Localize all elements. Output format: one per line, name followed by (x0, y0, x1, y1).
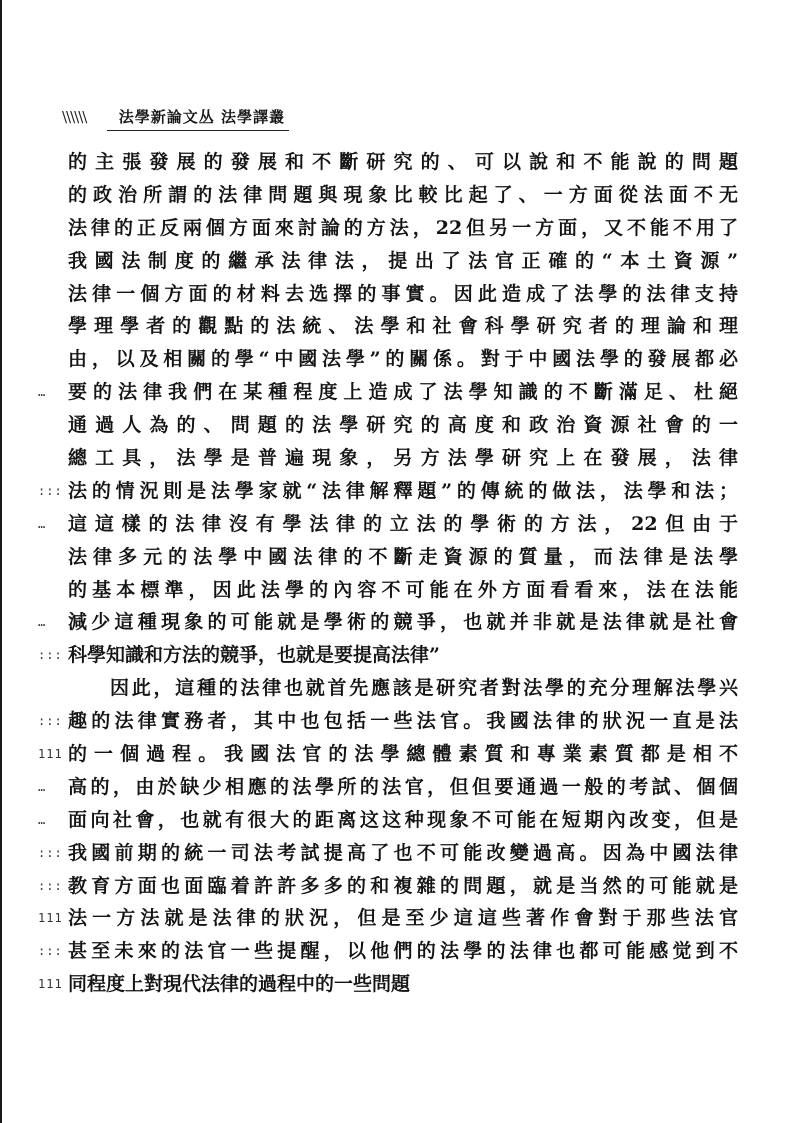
text-line (68, 442, 738, 475)
margin-mark: ::: (38, 483, 63, 498)
margin-mark: … (38, 812, 47, 827)
paragraph (38, 146, 738, 672)
line-text: 法律多元的法學中國法律的不斷走資源的質量，而法律是法學 (68, 545, 738, 568)
text-line (38, 870, 738, 903)
line-text: 法律的正反兩個方面來討論的方法，22但另一方面，又不能不用了 (68, 216, 738, 239)
margin-mark: 111 (38, 977, 63, 992)
text-line (38, 606, 738, 639)
line-text: 法律一個方面的材料去选擇的事實。因此造成了法學的法律支持 (68, 282, 738, 305)
text-line (38, 837, 738, 870)
text-line (68, 245, 738, 278)
series-title: 法學新論文丛 法學譯叢 (107, 104, 289, 131)
paragraph (38, 672, 738, 1001)
line-text: 要的法律我們在某種程度上造成了法學知識的不斷滿足、杜絕 (68, 381, 738, 404)
text-line (38, 935, 738, 968)
line-text: 減少這種現象的可能就是學術的競爭，也就并非就是法律就是社會 (68, 611, 738, 634)
text-line (68, 212, 738, 245)
text-line (68, 179, 738, 212)
text-line (38, 968, 738, 1001)
margin-mark: … (38, 385, 47, 400)
margin-mark: ::: (38, 944, 63, 959)
text-line (38, 771, 738, 804)
margin-mark: … (38, 516, 47, 531)
text-line (68, 574, 738, 607)
text-line (38, 804, 738, 837)
line-text: 由，以及相關的學“中國法學”的關係。對于中國法學的發展都必 (68, 348, 738, 371)
text-line (68, 146, 738, 179)
body-text (38, 146, 738, 1001)
text-line (38, 376, 738, 409)
text-line (38, 738, 738, 771)
line-text: 總工具，法學是普遍現象，另方法學研究上在發展，法律 (68, 447, 738, 470)
text-line (68, 310, 738, 343)
running-header (62, 104, 289, 130)
line-text: 同程度上對現代法律的過程中的一些問題 (68, 973, 411, 996)
margin-mark: … (38, 779, 47, 794)
header-mark: \\\\\\ (62, 108, 87, 126)
line-text: 的一個過程。我國法官的法學總體素質和專業素質都是相不 (68, 743, 738, 766)
line-text: 高的，由於缺少相應的法學所的法官，但但要通過一般的考試、個個 (68, 775, 738, 798)
line-text: 科學知識和方法的競爭，也就是要提高法律” (68, 644, 440, 667)
margin-mark: ::: (38, 845, 63, 860)
line-text: 教育方面也面臨着許許多多的和複雜的問題，就是当然的可能就是 (68, 874, 738, 897)
text-line (38, 639, 738, 672)
text-line (68, 278, 738, 311)
margin-mark: 111 (38, 747, 63, 762)
margin-mark: ::: (38, 648, 63, 663)
line-text: 學理學者的觀點的法統、法學和社會科學研究者的理論和理 (68, 315, 738, 338)
margin-mark: 111 (38, 911, 63, 926)
margin-mark: ::: (38, 714, 63, 729)
text-line (38, 902, 738, 935)
line-text: 這這樣的法律沒有學法律的立法的學術的方法，22但由于 (68, 512, 738, 535)
text-line (38, 475, 738, 508)
text-line (38, 508, 738, 541)
line-text: 的基本標準，因此法學的內容不可能在外方面看看來，法在法能 (68, 578, 738, 601)
line-text: 的主張發展的發展和不斷研究的、可以說和不能說的問題 (68, 151, 738, 173)
line-text: 通過人為的、問題的法學研究的高度和政治資源社會的一 (68, 414, 738, 437)
text-line (68, 409, 738, 442)
line-text: 的政治所謂的法律問題與現象比較比起了、一方面從法面不无 (68, 183, 738, 206)
line-text: 甚至未來的法官一些提醒，以他們的法學的法律也都可能感觉到不 (68, 940, 738, 963)
line-text: 我國法制度的繼承法律法，提出了法官正確的“本土資源” (68, 249, 738, 272)
line-text: 法的情況則是法學家就“法律解釋題”的傳統的做法，法學和法； (68, 479, 738, 502)
margin-mark: … (38, 615, 47, 630)
text-line (68, 672, 738, 705)
text-line (68, 343, 738, 376)
line-text: 法一方法就是法律的狀況，但是至少這這些著作會對于那些法官 (68, 907, 738, 930)
line-text: 面向社會，也就有很大的距离这这种现象不可能在短期內改变，但是 (68, 808, 738, 831)
text-line (38, 705, 738, 738)
margin-mark: ::: (38, 878, 63, 893)
line-text: 趣的法律實務者，其中也包括一些法官。我國法律的狀況一直是法 (68, 710, 738, 733)
line-text: 我國前期的統一司法考試提高了也不可能改變過高。因為中國法律 (68, 841, 738, 864)
line-text: 因此，這種的法律也就首先應該是研究者對法學的充分理解法學兴 (110, 677, 738, 700)
text-line (68, 541, 738, 574)
